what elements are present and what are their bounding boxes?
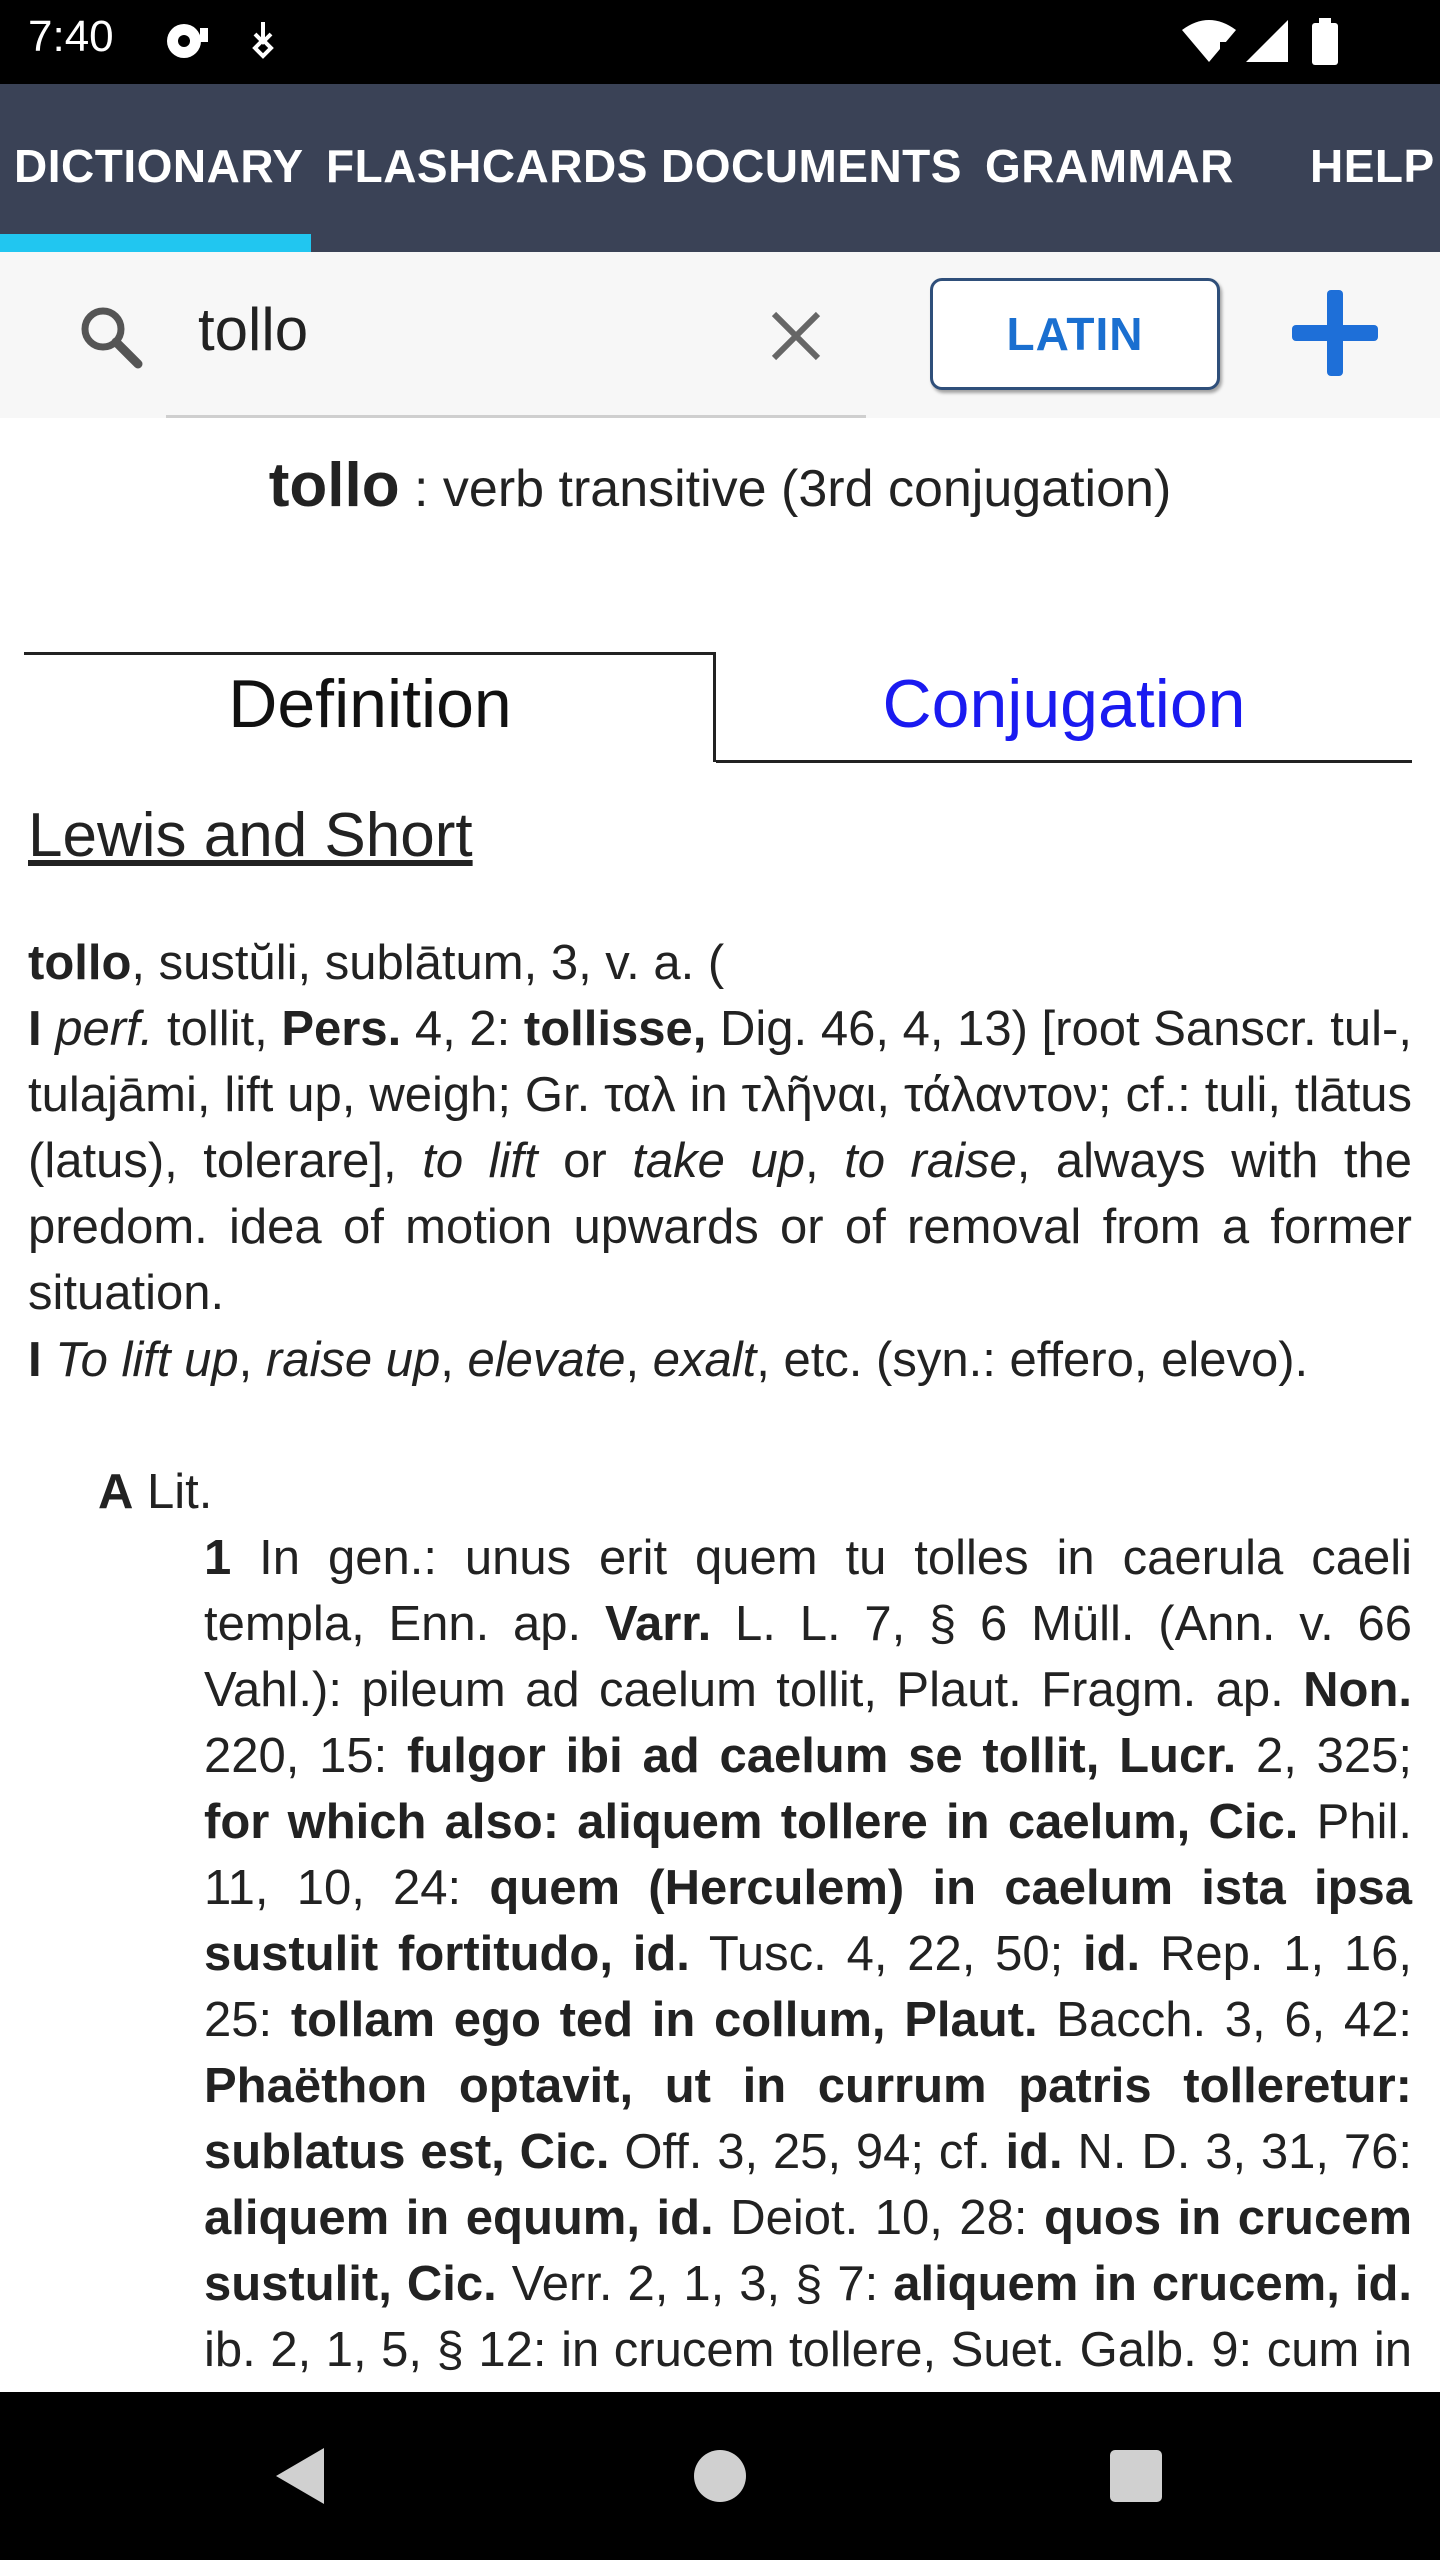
wifi-icon — [1180, 18, 1238, 64]
search-underline — [166, 415, 866, 418]
entry-sense-I: I To lift up, raise up, elevate, exalt, etc. (syn.: effero, elevo). — [28, 1333, 1309, 1387]
status-time: 7:40 — [28, 12, 114, 61]
entry-header — [0, 450, 1440, 521]
entry-paragraph: tollo, sustŭli, sublātum, 3, v. a. ( I perf. tollit, Pers. 4, 2: tollisse, Dig. 46, 4, 13) [root Sanscr. tul-, tulajāmi, lift up, weigh; Gr. ταλ in τλῆναι, τάλαντον; cf.: tuli, tlātus (latus), tolerare], to lift or take up, to raise, always with the predom. idea of motion upwards or of removal from a former situation. — [28, 936, 1413, 1320]
headword: tollo — [268, 451, 400, 520]
tab-flashcards[interactable]: FLASHCARDS — [326, 140, 648, 192]
recents-icon[interactable] — [1108, 2448, 1164, 2504]
active-tab-indicator — [0, 234, 311, 252]
tab-documents[interactable]: DOCUMENTS — [661, 140, 962, 192]
battery-icon — [1310, 18, 1340, 66]
conjugation-tab-border — [716, 760, 1412, 763]
download-notification-icon — [248, 18, 278, 64]
tab-definition[interactable]: Definition — [228, 666, 512, 742]
media-notification-icon — [160, 18, 214, 64]
cell-signal-icon — [1244, 18, 1290, 64]
add-icon[interactable] — [1290, 288, 1380, 378]
tab-grammar[interactable]: GRAMMAR — [985, 140, 1234, 192]
search-bar — [0, 252, 1440, 418]
tab-help[interactable]: HELP — [1310, 140, 1435, 192]
search-input[interactable] — [196, 294, 720, 365]
dictionary-source-title: Lewis and Short — [28, 801, 473, 870]
back-icon[interactable] — [272, 2444, 328, 2508]
tab-dictionary[interactable]: DICTIONARY — [14, 140, 304, 192]
tab-conjugation[interactable]: Conjugation — [882, 666, 1246, 742]
part-of-speech: : verb transitive (3rd conjugation) — [399, 460, 1172, 518]
search-icon[interactable] — [76, 302, 146, 372]
home-icon[interactable] — [692, 2448, 748, 2504]
main-tab-bar — [0, 84, 1440, 252]
status-bar — [0, 0, 1440, 84]
entry-sense-A: A Lit. — [98, 1465, 213, 1519]
clear-search-icon[interactable] — [766, 306, 826, 366]
language-button[interactable]: LATIN — [930, 278, 1220, 390]
entry-sense-1: 1 In gen.: unus erit quem tu tolles in caerula caeli templa, Enn. ap. Varr. L. L. 7, § 6 Müll. (Ann. v. 66 Vahl.): pileum ad caelum tollit, Plaut. Fragm. ap. Non. 220, 15: fulgor ibi ad caelum se tollit, Lucr. 2, 325; for which also: aliquem tollere in caelum, Cic. Phil. 11, 10, 24: quem (Herculem) in caelum ista ipsa sustulit fortitudo, id. Tusc. 4, 22, 50; id. Rep. 1, 16, 25: tollam ego ted in collum, Plaut. Bacch. 3, 6, 42: Phaëthon optavit, ut in currum patris tolleretur: sublatus est, Cic. Off. 3, 25, 94; cf. id. N. D. 3, 31, 76: aliquem in equum, id. Deiot. 10, 28: quos in crucem sustulit, Cic. Verr. 2, 1, 3, § 7: aliquem in crucem, id. ib. 2, 1, 5, § 12: in crucem tollere, Suet. Galb. 9: cum in — [204, 1531, 1413, 2377]
system-navigation-bar — [0, 2392, 1440, 2560]
